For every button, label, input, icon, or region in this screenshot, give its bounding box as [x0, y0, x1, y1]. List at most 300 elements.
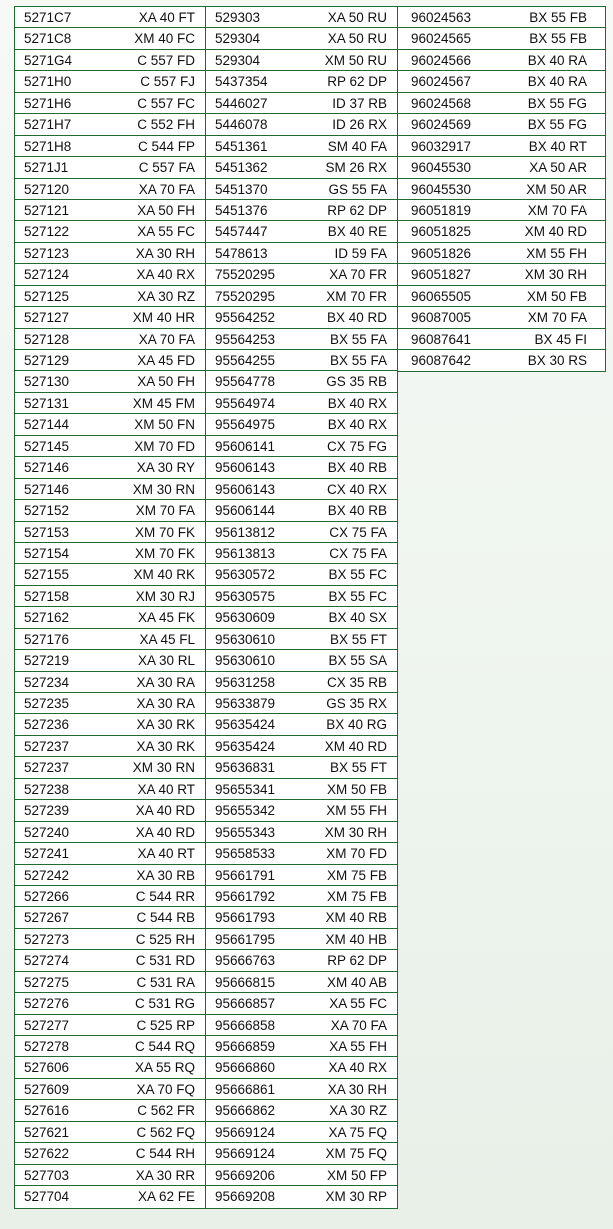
- equivalent-code: C 557 FC: [137, 95, 195, 111]
- equivalent-code: CX 75 FA: [329, 524, 387, 540]
- part-number: 527239: [24, 803, 70, 819]
- table-row: [206, 371, 397, 392]
- table-row: [398, 7, 605, 28]
- equivalent-code: C 544 RR: [135, 888, 195, 904]
- table-row: [206, 800, 397, 821]
- equivalent-code: C 531 RD: [135, 953, 195, 969]
- equivalent-code: BX 40 RB: [327, 503, 387, 519]
- table-row: [15, 543, 205, 564]
- equivalent-code: XA 40 RD: [135, 803, 195, 819]
- table-row: [206, 436, 397, 457]
- part-number: 95666858: [215, 1017, 276, 1033]
- table-row: [206, 28, 397, 49]
- table-row: [15, 950, 205, 971]
- table-row: [398, 179, 605, 200]
- equivalent-code: XM 40 HB: [325, 931, 387, 947]
- part-number: 5271H6: [24, 95, 72, 111]
- equivalent-code: XA 50 FH: [137, 202, 195, 218]
- part-number: 527622: [24, 1146, 70, 1162]
- equivalent-code: BX 40 RB: [327, 460, 387, 476]
- equivalent-code: C 557 FA: [138, 160, 195, 176]
- part-number: 527121: [24, 202, 70, 218]
- table-row: [398, 50, 605, 71]
- equivalent-code: RP 62 DP: [327, 953, 387, 969]
- equivalent-code: XM 75 FQ: [325, 1146, 387, 1162]
- part-number: 527145: [24, 438, 70, 454]
- equivalent-code: CX 35 RB: [326, 674, 387, 690]
- equivalent-code: XA 30 RK: [136, 738, 195, 754]
- table-row: [15, 114, 205, 135]
- table-row: [15, 757, 205, 778]
- table-row: [15, 307, 205, 328]
- table-row: [15, 1036, 205, 1057]
- table-row: [398, 350, 605, 371]
- equivalent-code: XA 40 RX: [136, 267, 195, 283]
- table-row: [206, 1036, 397, 1057]
- table-row: [398, 221, 605, 242]
- equivalent-code: BX 40 SX: [328, 610, 387, 626]
- table-row: [15, 179, 205, 200]
- table-row: [15, 157, 205, 178]
- table-row: [206, 929, 397, 950]
- table-row: [15, 929, 205, 950]
- part-number: 95564974: [215, 395, 276, 411]
- table-row: [15, 736, 205, 757]
- part-number: 95630575: [215, 588, 276, 604]
- equivalent-code: BX 55 FG: [527, 95, 587, 111]
- part-number: 5451361: [215, 138, 268, 154]
- part-number: 96051827: [411, 267, 472, 283]
- part-number: 96032917: [411, 138, 472, 154]
- equivalent-code: XM 70 FA: [135, 503, 195, 519]
- part-number: 527276: [24, 996, 70, 1012]
- part-number: 527704: [24, 1189, 70, 1205]
- table-row: [15, 779, 205, 800]
- part-number: 95666861: [215, 1081, 276, 1097]
- part-number: 95636831: [215, 760, 276, 776]
- table-row: [398, 114, 605, 135]
- part-number: 527152: [24, 503, 70, 519]
- equivalent-code: C 525 RP: [136, 1017, 195, 1033]
- part-number: 527146: [24, 481, 70, 497]
- equivalent-code: C 544 RQ: [134, 1039, 195, 1054]
- table-row: [15, 1122, 205, 1143]
- part-number: 95606143: [215, 460, 276, 476]
- part-number: 527238: [24, 781, 70, 797]
- table-row: [398, 329, 605, 350]
- table-row: [15, 800, 205, 821]
- part-number: 527267: [24, 910, 70, 926]
- equivalent-code: XA 70 FQ: [136, 1081, 195, 1097]
- part-number: 5271G4: [24, 52, 73, 68]
- part-number: 527146: [24, 460, 70, 476]
- part-number: 95666815: [215, 974, 276, 990]
- equivalent-code: XM 50 RU: [324, 52, 387, 68]
- part-number: 529304: [215, 31, 261, 47]
- table-row: [15, 200, 205, 221]
- table-row: [398, 136, 605, 157]
- part-number: 527235: [24, 696, 70, 711]
- part-number: 527154: [24, 545, 70, 561]
- part-number: 529303: [215, 10, 261, 25]
- equivalent-code: C 562 FQ: [136, 1124, 195, 1140]
- part-number: 95630610: [215, 631, 276, 647]
- part-number: 95564778: [215, 374, 276, 390]
- part-number: 95630610: [215, 653, 276, 669]
- part-number: 527234: [24, 674, 70, 690]
- equivalent-code: XA 50 FH: [137, 374, 195, 390]
- part-number: 527162: [24, 610, 70, 626]
- part-number: 527274: [24, 953, 70, 969]
- equivalent-code: SM 26 RX: [325, 160, 387, 176]
- part-number: 95655341: [215, 781, 276, 797]
- part-number: 5271C7: [24, 10, 72, 25]
- table-row: [206, 972, 397, 993]
- equivalent-code: XM 70 FD: [134, 438, 195, 454]
- table-row: [398, 93, 605, 114]
- table-row: [15, 865, 205, 886]
- equivalent-code: XA 40 RT: [137, 781, 195, 797]
- table-row: [15, 1057, 205, 1078]
- equivalent-code: XA 55 RQ: [134, 1060, 195, 1076]
- equivalent-code: XA 70 FA: [138, 181, 195, 197]
- table-row: [206, 1165, 397, 1186]
- equivalent-code: ID 26 RX: [332, 117, 387, 133]
- equivalent-code: C 562 FR: [137, 1103, 195, 1119]
- part-number: 527127: [24, 310, 70, 326]
- part-number: 95666857: [215, 996, 276, 1012]
- table-row: [15, 907, 205, 928]
- part-number: 95669124: [215, 1124, 276, 1140]
- part-number: 527153: [24, 524, 70, 540]
- part-number: 96024569: [411, 117, 472, 133]
- table-row: [15, 843, 205, 864]
- parts-column-2: [205, 6, 398, 1209]
- table-row: [206, 865, 397, 886]
- equivalent-code: C 544 RH: [135, 1146, 195, 1162]
- part-number: 95661791: [215, 867, 276, 883]
- table-row: [206, 136, 397, 157]
- equivalent-code: XA 45 FL: [139, 631, 195, 647]
- table-row: [15, 1100, 205, 1121]
- part-number: 95661793: [215, 910, 276, 926]
- equivalent-code: C 544 FP: [137, 138, 195, 154]
- part-number: 95635424: [215, 717, 276, 733]
- equivalent-code: XA 45 FK: [137, 610, 195, 626]
- part-number: 527125: [24, 288, 70, 304]
- equivalent-code: XM 40 RB: [325, 910, 387, 926]
- table-row: [15, 329, 205, 350]
- part-number: 527131: [24, 395, 70, 411]
- equivalent-code: BX 40 RE: [327, 224, 387, 240]
- part-number: 95666763: [215, 953, 276, 969]
- table-row: [15, 714, 205, 735]
- part-number: 5437354: [215, 74, 268, 90]
- part-number: 527278: [24, 1039, 70, 1054]
- equivalent-code: XM 45 FM: [132, 395, 195, 411]
- equivalent-code: XM 30 RN: [132, 760, 195, 776]
- part-number: 5271C8: [24, 31, 72, 47]
- table-row: [206, 586, 397, 607]
- table-row: [206, 693, 397, 714]
- equivalent-code: BX 55 FG: [527, 117, 587, 133]
- part-number: 95613813: [215, 545, 276, 561]
- table-row: [15, 1015, 205, 1036]
- part-number: 527128: [24, 331, 70, 347]
- equivalent-code: XA 30 RY: [136, 460, 195, 476]
- part-number: 96024563: [411, 10, 472, 25]
- table-row: [206, 993, 397, 1014]
- table-row: [15, 286, 205, 307]
- equivalent-code: XA 70 FR: [329, 267, 387, 283]
- part-number: 96051825: [411, 224, 472, 240]
- equivalent-code: XM 40 RK: [133, 567, 195, 583]
- table-row: [398, 286, 605, 307]
- parts-column-1: [14, 6, 206, 1209]
- equivalent-code: XA 50 RU: [327, 31, 387, 47]
- equivalent-code: XM 30 RH: [524, 267, 587, 283]
- part-number: 95606141: [215, 438, 276, 454]
- equivalent-code: XA 30 RL: [137, 653, 195, 669]
- table-row: [206, 543, 397, 564]
- part-number: 95613812: [215, 524, 276, 540]
- equivalent-code: XA 75 FQ: [328, 1124, 387, 1140]
- equivalent-code: XM 70 FR: [326, 288, 387, 304]
- parts-column-3: [397, 6, 606, 372]
- equivalent-code: XM 40 RD: [324, 738, 387, 754]
- equivalent-code: XA 55 FC: [137, 224, 195, 240]
- table-row: [15, 629, 205, 650]
- table-row: [15, 522, 205, 543]
- equivalent-code: XA 50 AR: [529, 160, 587, 176]
- table-row: [206, 672, 397, 693]
- equivalent-code: XM 50 FB: [526, 288, 587, 304]
- table-row: [206, 7, 397, 28]
- equivalent-code: BX 55 FT: [329, 631, 387, 647]
- equivalent-code: XA 30 RZ: [329, 1103, 387, 1119]
- part-number: 96045530: [411, 160, 472, 176]
- part-number: 527120: [24, 181, 70, 197]
- part-number: 527129: [24, 353, 70, 368]
- equivalent-code: XM 75 FB: [326, 867, 387, 883]
- part-number: 96051826: [411, 245, 472, 261]
- equivalent-code: BX 55 FB: [529, 10, 587, 25]
- equivalent-code: CX 40 RX: [326, 481, 387, 497]
- equivalent-code: RP 62 DP: [327, 202, 387, 218]
- table-row: [15, 886, 205, 907]
- equivalent-code: XA 40 FT: [138, 10, 195, 25]
- equivalent-code: XM 40 AB: [326, 974, 387, 990]
- equivalent-code: XM 70 FA: [527, 310, 587, 326]
- part-number: 527616: [24, 1103, 70, 1119]
- table-row: [206, 1079, 397, 1100]
- table-row: [15, 1165, 205, 1186]
- equivalent-code: XM 50 AR: [526, 181, 587, 197]
- equivalent-code: XM 30 RN: [132, 481, 195, 497]
- table-row: [15, 393, 205, 414]
- equivalent-code: BX 30 RS: [527, 353, 587, 368]
- part-number: 95606144: [215, 503, 276, 519]
- part-number: 95630609: [215, 610, 276, 626]
- part-number: 95564252: [215, 310, 276, 326]
- table-row: [206, 93, 397, 114]
- part-number: 96024566: [411, 52, 472, 68]
- part-number: 5271J1: [24, 160, 69, 176]
- table-row: [15, 1186, 205, 1207]
- part-number: 527124: [24, 267, 70, 283]
- equivalent-code: XM 70 FD: [326, 846, 387, 862]
- equivalent-code: C 544 RB: [136, 910, 195, 926]
- equivalent-code: XM 30 RP: [325, 1189, 387, 1205]
- part-number: 95666860: [215, 1060, 276, 1076]
- table-row: [398, 307, 605, 328]
- equivalent-code: XM 75 FB: [326, 888, 387, 904]
- table-row: [206, 650, 397, 671]
- table-row: [206, 114, 397, 135]
- table-row: [15, 28, 205, 49]
- part-number: 527277: [24, 1017, 70, 1033]
- part-number: 96087642: [411, 353, 472, 368]
- equivalent-code: BX 40 RX: [327, 395, 387, 411]
- table-row: [15, 672, 205, 693]
- equivalent-code: XA 40 RX: [328, 1060, 387, 1076]
- equivalent-code: BX 55 FA: [329, 331, 387, 347]
- part-number: 527703: [24, 1167, 70, 1183]
- equivalent-code: ID 37 RB: [332, 95, 387, 111]
- table-row: [206, 50, 397, 71]
- table-row: [206, 1057, 397, 1078]
- part-number: 527273: [24, 931, 70, 947]
- table-row: [206, 1100, 397, 1121]
- table-row: [15, 414, 205, 435]
- table-row: [206, 350, 397, 371]
- equivalent-code: BX 40 RD: [326, 310, 387, 326]
- table-row: [206, 221, 397, 242]
- equivalent-code: XM 40 FC: [134, 31, 195, 47]
- part-number: 95564253: [215, 331, 276, 347]
- table-row: [15, 607, 205, 628]
- table-row: [206, 393, 397, 414]
- part-number: 95666862: [215, 1103, 276, 1119]
- part-number: 5446078: [215, 117, 268, 133]
- table-row: [398, 264, 605, 285]
- table-row: [206, 629, 397, 650]
- part-number: 5451376: [215, 202, 268, 218]
- part-number: 527237: [24, 760, 70, 776]
- table-row: [206, 500, 397, 521]
- part-number: 96024568: [411, 95, 472, 111]
- equivalent-code: C 557 FD: [137, 52, 195, 68]
- table-row: [15, 7, 205, 28]
- equivalent-code: XA 30 RH: [135, 245, 195, 261]
- part-number: 95606143: [215, 481, 276, 497]
- part-number: 5446027: [215, 95, 268, 111]
- equivalent-code: BX 55 SA: [328, 653, 387, 669]
- equivalent-code: XA 70 FA: [330, 1017, 387, 1033]
- table-row: [206, 414, 397, 435]
- table-row: [15, 1079, 205, 1100]
- part-number: 529304: [215, 52, 261, 68]
- part-number: 527122: [24, 224, 70, 240]
- table-row: [398, 157, 605, 178]
- part-number: 95631258: [215, 674, 276, 690]
- table-row: [206, 757, 397, 778]
- table-row: [15, 650, 205, 671]
- table-row: [206, 779, 397, 800]
- table-row: [15, 972, 205, 993]
- equivalent-code: XM 70 FA: [527, 202, 587, 218]
- table-row: [206, 243, 397, 264]
- part-number: 527236: [24, 717, 70, 733]
- table-row: [206, 822, 397, 843]
- part-number: 5271H7: [24, 117, 72, 133]
- part-number: 95661795: [215, 931, 276, 947]
- part-number: 96045530: [411, 181, 472, 197]
- equivalent-code: XM 30 RJ: [135, 588, 195, 604]
- equivalent-code: XA 40 RT: [137, 846, 195, 862]
- equivalent-code: XA 45 FD: [137, 353, 195, 368]
- table-row: [15, 586, 205, 607]
- equivalent-code: CX 75 FG: [326, 438, 387, 454]
- equivalent-code: XA 70 FA: [138, 331, 195, 347]
- equivalent-code: SM 40 FA: [327, 138, 387, 154]
- table-row: [206, 950, 397, 971]
- part-number: 527240: [24, 824, 70, 840]
- part-number: 527123: [24, 245, 70, 261]
- equivalent-code: XA 30 RR: [135, 1167, 195, 1183]
- table-row: [15, 693, 205, 714]
- table-row: [398, 243, 605, 264]
- table-row: [206, 843, 397, 864]
- table-row: [206, 200, 397, 221]
- table-row: [398, 71, 605, 92]
- table-row: [15, 136, 205, 157]
- part-number: 95655342: [215, 803, 276, 819]
- equivalent-code: C 531 RA: [136, 974, 195, 990]
- equivalent-code: XA 55 FC: [329, 996, 387, 1012]
- part-number: 95655343: [215, 824, 276, 840]
- table-row: [15, 564, 205, 585]
- equivalent-code: XA 30 RH: [327, 1081, 387, 1097]
- part-number: 75520295: [215, 267, 276, 283]
- equivalent-code: C 531 RG: [134, 996, 195, 1012]
- equivalent-code: BX 55 FA: [329, 353, 387, 368]
- equivalent-code: BX 40 RA: [527, 74, 587, 90]
- equivalent-code: XA 30 RB: [136, 867, 195, 883]
- part-number: 95564975: [215, 417, 276, 433]
- part-number: 95630572: [215, 567, 276, 583]
- table-row: [398, 200, 605, 221]
- table-row: [15, 993, 205, 1014]
- part-number: 527176: [24, 631, 70, 647]
- equivalent-code: BX 40 RG: [326, 717, 387, 733]
- equivalent-code: BX 40 RX: [327, 417, 387, 433]
- part-number: 527609: [24, 1081, 70, 1097]
- table-row: [206, 522, 397, 543]
- part-number: 527158: [24, 588, 70, 604]
- equivalent-code: C 552 FH: [137, 117, 195, 133]
- part-number: 96024565: [411, 31, 472, 47]
- equivalent-code: C 525 RH: [135, 931, 195, 947]
- part-number: 95633879: [215, 696, 276, 711]
- equivalent-code: XA 30 RZ: [137, 288, 195, 304]
- part-number: 527242: [24, 867, 70, 883]
- equivalent-code: GS 55 FA: [328, 181, 387, 197]
- part-number: 95666859: [215, 1039, 276, 1054]
- table-row: [15, 436, 205, 457]
- part-number: 527241: [24, 846, 70, 862]
- part-number: 96065505: [411, 288, 472, 304]
